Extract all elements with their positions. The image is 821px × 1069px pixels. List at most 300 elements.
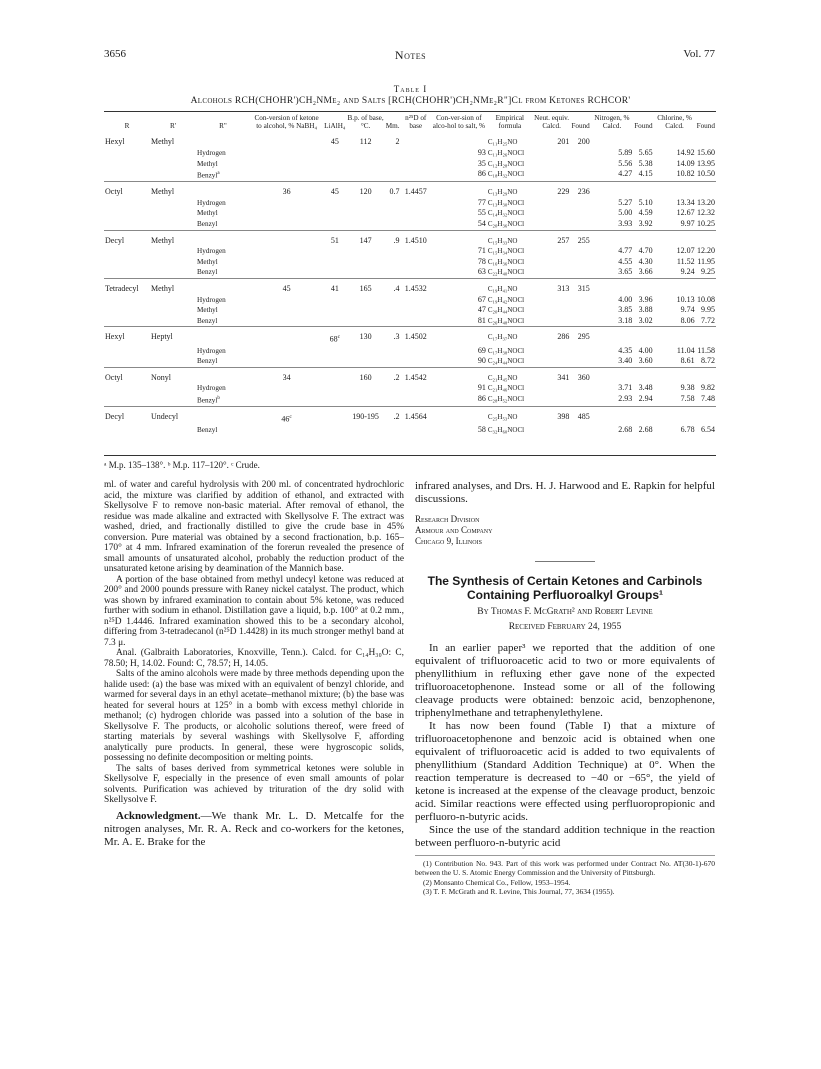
cell-neut-found bbox=[570, 394, 590, 406]
cell-lialh4 bbox=[323, 148, 346, 159]
cell-nd: 1.4564 bbox=[401, 406, 431, 425]
cell-rdoubleprime: Hydrogen bbox=[197, 384, 226, 393]
cell-bp bbox=[346, 219, 384, 230]
cell-lialh4 bbox=[323, 406, 346, 425]
cell-nabh4: 45 bbox=[250, 278, 323, 294]
cell-n-found bbox=[633, 327, 653, 346]
cell-rprime: Methyl bbox=[150, 278, 196, 294]
cell-r bbox=[104, 346, 150, 357]
cell-formula: C₂₀H₃₆NOCl bbox=[487, 219, 525, 228]
cell-lialh4 bbox=[323, 169, 346, 181]
cell-nabh4 bbox=[250, 132, 323, 148]
cell-n-calcd bbox=[591, 230, 633, 246]
cell-r bbox=[104, 425, 150, 436]
cell-r bbox=[104, 257, 150, 268]
cell-nabh4 bbox=[250, 383, 323, 394]
cell-neut-calcd bbox=[533, 356, 571, 367]
table-row bbox=[104, 406, 716, 425]
cell-neut-calcd bbox=[533, 257, 571, 268]
acknowledgment-title: Acknowledgment. bbox=[116, 809, 201, 822]
cell-n-calcd: 4.55 bbox=[618, 256, 633, 266]
cell-nabh4 bbox=[250, 425, 323, 436]
cell-neut-calcd: 313 bbox=[533, 278, 571, 294]
cell-cl-found: 9.95 bbox=[701, 305, 715, 315]
cell-neut-found bbox=[570, 425, 590, 436]
cell-n-calcd: 5.27 bbox=[618, 197, 633, 207]
cell-formula: C₁₃H₃₀NOCl bbox=[487, 198, 525, 207]
cell-neut-calcd bbox=[533, 316, 571, 327]
cell-formula: C₁₇H₃₈NOCl bbox=[487, 346, 525, 355]
cell-nd: 1.4510 bbox=[401, 230, 431, 246]
right-column bbox=[415, 480, 715, 897]
cell-r bbox=[104, 295, 150, 306]
article-body bbox=[415, 642, 715, 850]
cell-bp bbox=[346, 316, 384, 327]
footnote-marker: c bbox=[337, 334, 341, 341]
cell-lialh4 bbox=[323, 246, 346, 257]
cell-bp bbox=[346, 257, 384, 268]
cell-rprime: Methyl bbox=[151, 137, 175, 147]
cell-bp bbox=[346, 169, 384, 181]
cell-r bbox=[104, 246, 150, 257]
cell-cl-found: 10.08 bbox=[697, 294, 715, 304]
cell-mm bbox=[385, 198, 401, 209]
footnote-marker: a bbox=[217, 171, 220, 177]
cell-nd bbox=[401, 148, 431, 159]
table-row bbox=[104, 208, 716, 219]
cell-n-calcd: 4.35 bbox=[618, 345, 633, 355]
cell-n-found: 3.60 bbox=[638, 356, 653, 366]
cell-n-calcd bbox=[591, 182, 633, 198]
cell-rprime: Heptyl bbox=[150, 327, 196, 346]
cell-n-calcd: 3.18 bbox=[618, 315, 633, 325]
cell-r: Tetradecyl bbox=[104, 278, 150, 294]
cell-neut-found bbox=[570, 356, 590, 367]
column-header: R" bbox=[219, 122, 227, 131]
cell-n-found: 4.70 bbox=[638, 246, 653, 256]
cell-lialh4 bbox=[323, 383, 346, 394]
cell-r: Hexyl bbox=[104, 327, 150, 346]
cell-nd bbox=[401, 346, 431, 357]
cell-bp bbox=[346, 425, 384, 436]
cell-rdoubleprime bbox=[196, 132, 250, 148]
cell-formula: C₁₂H₂₈NOCl bbox=[487, 159, 525, 168]
table-body bbox=[104, 132, 716, 435]
cell-conversion bbox=[431, 327, 487, 346]
cell-cl-found: 11.58 bbox=[697, 345, 715, 355]
article-authors: By Thomas F. McGrath² and Robert Levine bbox=[477, 607, 653, 617]
cell-r bbox=[104, 198, 150, 209]
cell-rdoubleprime: Benzyl$^a$ bbox=[197, 171, 220, 180]
cell-cl-found: 10.50 bbox=[697, 169, 715, 179]
page-number: 3656 bbox=[104, 48, 126, 60]
cell-nabh4: 36 bbox=[250, 182, 323, 198]
cell-r: Octyl bbox=[104, 367, 150, 383]
cell-r bbox=[104, 159, 150, 170]
cell-rdoubleprime: Hydrogen bbox=[197, 247, 226, 256]
cell-n-found: 3.66 bbox=[638, 267, 653, 277]
table-caption: Alcohols RCH(CHOHR')CH₂NMe₂ and Salts [RCH(CHOHR')CH₂NMe₂R"]Cl from Ketones RCHCOR' bbox=[190, 96, 631, 106]
article-divider bbox=[535, 561, 595, 562]
column-header: Found bbox=[634, 122, 653, 131]
cell-formula: C₁₄H₃₂NOCl bbox=[487, 209, 525, 218]
cell-neut-found bbox=[570, 159, 590, 170]
cell-neut-calcd bbox=[533, 246, 571, 257]
cell-neut-found: 236 bbox=[570, 182, 590, 198]
cell-bp bbox=[346, 148, 384, 159]
cell-rprime bbox=[150, 148, 196, 159]
cell-rdoubleprime: Hydrogen bbox=[197, 295, 226, 304]
cell-cl-found: 9.25 bbox=[701, 267, 715, 277]
cell-neut-calcd bbox=[533, 208, 571, 219]
cell-mm bbox=[385, 425, 401, 436]
paragraph: It has now been found (Table I) that a mixture of trifluoroacetophenone and benzoic acid is obtained when one equivalent of trifluoroacetic acid is added to two equivalents of phenyllithium (Standard Addition Technique) at 0°. When the reaction temperature is decreased to −40 or −65°, the yield of ketone is increased at the expense of the cleavage product, benzoic acid. Similar reactions were effected using perfluoropropionic and perfluoro-n-butyric acids. bbox=[415, 720, 715, 823]
cell-n-found: 4.30 bbox=[638, 256, 653, 266]
cell-n-calcd: 3.40 bbox=[618, 356, 633, 366]
cell-bp: 190-195 bbox=[346, 406, 384, 425]
cell-nabh4 bbox=[250, 208, 323, 219]
cell-cl-calcd: 9.38 bbox=[680, 383, 695, 393]
column-header: R' bbox=[169, 122, 177, 131]
cell-cl-calcd: 12.67 bbox=[676, 208, 695, 218]
cell-nabh4 bbox=[250, 316, 323, 327]
article-received-date: Received February 24, 1955 bbox=[508, 621, 622, 632]
cell-formula: C₁₅H₃₄NOCl bbox=[487, 247, 525, 256]
cell-nd bbox=[401, 132, 431, 148]
cell-cl-calcd bbox=[654, 327, 696, 346]
cell-r bbox=[104, 305, 150, 316]
cell-bp: 147 bbox=[346, 230, 384, 246]
paragraph: Salts of the amino alcohols were made by three methods depending upon the halide used: (a) the base was mixed with an equivalent of benzyl chloride, and warmed for several days in an ethyl acetate–methanol mixture; (b) the base was heated for several hours at 125° in a bomb with excess methyl chloride in methanol; (c) hydrogen chloride was passed into a solution of the base in Skellysolve F. The products, or alcoholic solutions thereof, were freed of starting materials by several washings with Skellysolve F, affording analytically pure products. In general, these were hygroscopic solids, possessing no definite decomposition or melting points. bbox=[104, 669, 404, 763]
footnote: (3) T. F. McGrath and R. Levine, This Journal, 77, 3634 (1955). bbox=[423, 887, 615, 897]
cell-lialh4: 68$^c$ bbox=[323, 327, 346, 346]
cell-n-calcd: 5.56 bbox=[618, 158, 633, 168]
cell-rdoubleprime bbox=[196, 367, 250, 383]
cell-conversion: 67 bbox=[477, 294, 486, 304]
footnote: (1) Contribution No. 943. Part of this work was performed under Contract No. AT(30-1)-670 between the U. S. Atomic Energy Commission and the University of Pittsburgh. bbox=[415, 859, 715, 878]
cell-neut-calcd: 286 bbox=[533, 327, 571, 346]
cell-conversion: 86 bbox=[477, 169, 486, 179]
cell-neut-found bbox=[570, 169, 590, 181]
column-header: Neut. equiv. Calcd. bbox=[534, 114, 570, 131]
affiliation bbox=[415, 514, 715, 547]
cell-mm bbox=[385, 208, 401, 219]
cell-cl-calcd: 11.04 bbox=[676, 345, 695, 355]
cell-mm bbox=[385, 219, 401, 230]
cell-neut-found bbox=[570, 295, 590, 306]
cell-lialh4: 45 bbox=[323, 182, 346, 198]
affiliation-line: Research Division bbox=[415, 514, 480, 524]
cell-rprime: Methyl bbox=[150, 182, 196, 198]
cell-cl-found: 12.32 bbox=[697, 208, 715, 218]
cell-formula: C₂₀H₄₄NOCl bbox=[487, 306, 525, 315]
cell-lialh4 bbox=[323, 159, 346, 170]
cell-r bbox=[104, 267, 150, 278]
cell-cl-found: 13.20 bbox=[697, 197, 715, 207]
cell-lialh4 bbox=[323, 425, 346, 436]
cell-nabh4 bbox=[250, 394, 323, 406]
cell-lialh4 bbox=[323, 219, 346, 230]
cell-bp: 112 bbox=[359, 137, 372, 147]
cell-nd bbox=[401, 394, 431, 406]
paragraph: ml. of water and careful hydrolysis with 200 ml. of concentrated hydrochloric acid, the mixture was clarified by addition of ethanol, and extracted with Skellysolve F to remove non-basic material. After removal of ethanol, the residue was made alkaline and extracted with Skellysolve F. The extract was washed, dried, and fractionally distilled to give the crude base in 45% conversion. Pure material was obtained by a second fractionation, b.p. 165–170° at 4 mm. Infrared examination of the forerun revealed the presence of small amounts of unsaturated alcohol, probably the reduction product of the unsaturated ketone arising by deamination of the Mannich base. bbox=[104, 480, 404, 574]
cell-cl-calcd: 9.24 bbox=[680, 267, 695, 277]
cell-neut-calcd bbox=[533, 346, 571, 357]
cell-cl-found bbox=[696, 182, 716, 198]
cell-n-found bbox=[633, 367, 653, 383]
cell-nabh4 bbox=[250, 198, 323, 209]
cell-nd bbox=[401, 169, 431, 181]
column-header: Nitrogen, % Calcd. bbox=[594, 114, 630, 131]
cell-bp bbox=[346, 356, 384, 367]
cell-nabh4 bbox=[250, 267, 323, 278]
cell-cl-found bbox=[696, 230, 716, 246]
cell-rdoubleprime: Methyl bbox=[197, 159, 218, 168]
cell-conversion bbox=[431, 278, 487, 294]
cell-conversion: 91 bbox=[477, 383, 486, 393]
cell-rdoubleprime: Benzyl bbox=[197, 426, 218, 435]
table-row bbox=[104, 305, 716, 316]
column-header: Con-version of ketone to alcohol, % NaBH₄ bbox=[254, 114, 319, 131]
cell-nabh4 bbox=[250, 159, 323, 170]
cell-rdoubleprime: Hydrogen bbox=[197, 346, 226, 355]
cell-rprime: Nonyl bbox=[150, 367, 196, 383]
cell-cl-found bbox=[696, 406, 716, 425]
cell-conversion: 69 bbox=[477, 345, 486, 355]
cell-conversion: 86 bbox=[477, 393, 486, 403]
cell-bp: 160 bbox=[346, 367, 384, 383]
cell-r: Decyl bbox=[104, 230, 150, 246]
cell-mm bbox=[385, 267, 401, 278]
cell-nd bbox=[401, 356, 431, 367]
cell-n-found bbox=[633, 406, 653, 425]
cell-nabh4 bbox=[250, 257, 323, 268]
cell-rdoubleprime: Benzyl$^b$ bbox=[197, 395, 220, 405]
cell-cl-found: 13.95 bbox=[697, 158, 715, 168]
cell-conversion bbox=[431, 406, 487, 425]
cell-conversion: 93 bbox=[477, 148, 486, 157]
cell-bp bbox=[346, 246, 384, 257]
cell-cl-calcd: 13.34 bbox=[676, 197, 695, 207]
cell-mm bbox=[385, 346, 401, 357]
table-footnotes: ᵃ M.p. 135–138°. ᵇ M.p. 117–120°. ᶜ Crude. bbox=[104, 460, 260, 470]
cell-conversion: 77 bbox=[477, 197, 486, 207]
cell-cl-calcd bbox=[654, 278, 696, 294]
cell-conversion: 58 bbox=[477, 425, 486, 435]
cell-formula: C₂₁H₄₆NOCl bbox=[487, 384, 525, 393]
cell-neut-calcd bbox=[533, 148, 571, 159]
cell-nabh4: 46$^c$ bbox=[250, 406, 323, 425]
cell-conversion: 55 bbox=[477, 208, 486, 218]
cell-cl-calcd: 10.13 bbox=[676, 294, 695, 304]
cell-nabh4 bbox=[250, 346, 323, 357]
cell-neut-found bbox=[570, 198, 590, 209]
cell-lialh4 bbox=[323, 208, 346, 219]
cell-rdoubleprime: Methyl bbox=[197, 306, 218, 315]
table-top-rule bbox=[104, 111, 716, 112]
table-row bbox=[104, 394, 716, 406]
column-header: Mm. bbox=[385, 122, 400, 131]
cell-nd: 1.4532 bbox=[401, 278, 431, 294]
paragraph: Since the use of the standard addition technique in the reaction between perfluoro-n-butyric acid bbox=[415, 824, 715, 849]
cell-nabh4 bbox=[250, 295, 323, 306]
cell-bp bbox=[346, 267, 384, 278]
cell-formula: C₁₁H₂₆NOCl bbox=[487, 149, 525, 157]
cell-rprime bbox=[150, 246, 196, 257]
affiliation-line: Chicago 9, Illinois bbox=[415, 536, 482, 546]
paragraph: In an earlier paper³ we reported that the addition of one equivalent of trifluoroacetic acid to two or more equivalents of phenyllithium in refluxing ether gave none of the expected trifluoroacetophenone. Instead some or all of the following cleavage products were obtained: benzoic acid, benzophenone, triphenylmethane and tetraphenylethylene. bbox=[415, 642, 715, 719]
column-header: Found bbox=[571, 122, 590, 131]
cell-cl-found bbox=[696, 132, 716, 148]
cell-nabh4 bbox=[250, 169, 323, 181]
footnote: (2) Monsanto Chemical Co., Fellow, 1953–1954. bbox=[423, 877, 571, 887]
cell-formula: C₁₇H₃₇NO bbox=[487, 327, 533, 346]
cell-rprime bbox=[150, 305, 196, 316]
cell-neut-calcd bbox=[533, 198, 571, 209]
cell-lialh4 bbox=[323, 198, 346, 209]
volume-label: Vol. 77 bbox=[683, 48, 715, 60]
table-row bbox=[104, 278, 716, 294]
cell-mm bbox=[385, 305, 401, 316]
cell-rdoubleprime: Benzyl bbox=[197, 316, 218, 325]
cell-nd: 1.4457 bbox=[401, 182, 431, 198]
cell-mm bbox=[385, 169, 401, 181]
cell-rdoubleprime: Hydrogen bbox=[197, 149, 226, 157]
cell-n-found: 3.48 bbox=[638, 383, 653, 393]
cell-mm: .9 bbox=[385, 230, 401, 246]
cell-neut-calcd: 398 bbox=[533, 406, 571, 425]
cell-n-calcd bbox=[591, 278, 633, 294]
column-header: LiAlH₄ bbox=[324, 122, 346, 131]
cell-formula: C₁₅H₃₃NO bbox=[487, 230, 533, 246]
cell-n-found: 3.96 bbox=[638, 294, 653, 304]
cell-cl-found bbox=[696, 367, 716, 383]
cell-cl-calcd: 14.92 bbox=[676, 148, 695, 157]
cell-mm: .2 bbox=[385, 367, 401, 383]
cell-n-calcd bbox=[591, 327, 633, 346]
article-footnotes bbox=[415, 855, 715, 897]
cell-mm: 0.7 bbox=[385, 182, 401, 198]
cell-nd bbox=[401, 159, 431, 170]
cell-rprime bbox=[150, 208, 196, 219]
cell-neut-found bbox=[570, 305, 590, 316]
cell-mm bbox=[385, 159, 401, 170]
table-bottom-rule bbox=[104, 455, 716, 456]
cell-cl-found: 11.95 bbox=[697, 256, 715, 266]
cell-n-found: 5.10 bbox=[638, 197, 653, 207]
cell-r bbox=[104, 208, 150, 219]
cell-cl-calcd: 7.58 bbox=[680, 393, 695, 403]
cell-nd bbox=[401, 257, 431, 268]
table-row bbox=[104, 295, 716, 306]
cell-n-found: 3.92 bbox=[638, 218, 653, 228]
table-row bbox=[104, 346, 716, 357]
table-label: Table I bbox=[393, 84, 428, 94]
cell-bp: 165 bbox=[346, 278, 384, 294]
cell-rprime bbox=[150, 267, 196, 278]
cell-n-found: 5.65 bbox=[638, 148, 653, 157]
cell-r: Hexyl bbox=[105, 137, 125, 147]
cell-cl-found: 9.82 bbox=[701, 383, 715, 393]
cell-cl-calcd bbox=[654, 406, 696, 425]
cell-cl-found: 7.72 bbox=[701, 315, 715, 325]
cell-n-found bbox=[633, 230, 653, 246]
cell-formula: C₂₄H₄₄NOCl bbox=[487, 357, 525, 366]
cell-neut-calcd bbox=[533, 267, 571, 278]
article-title: The Synthesis of Certain Ketones and Carbinols Containing Perfluoroalkyl Groups¹ bbox=[427, 574, 703, 602]
cell-nd: 1.4502 bbox=[401, 327, 431, 346]
table-header-row bbox=[104, 114, 716, 132]
cell-neut-found: 485 bbox=[570, 406, 590, 425]
cell-formula: C₂₂H₄₀NOCl bbox=[487, 268, 525, 277]
column-header: Empirical formula bbox=[495, 114, 525, 131]
cell-formula: C₂₅H₅₃NO bbox=[487, 406, 533, 425]
cell-neut-found bbox=[570, 246, 590, 257]
cell-n-calcd bbox=[591, 406, 633, 425]
cell-conversion: 63 bbox=[477, 267, 486, 277]
column-header: Found bbox=[696, 122, 715, 131]
cell-mm bbox=[385, 394, 401, 406]
cell-bp bbox=[346, 305, 384, 316]
cell-rdoubleprime bbox=[196, 230, 250, 246]
cell-r: Octyl bbox=[104, 182, 150, 198]
cell-cl-found: 7.48 bbox=[701, 393, 715, 403]
cell-formula: C₁₆H₃₆NOCl bbox=[487, 257, 525, 266]
cell-rdoubleprime bbox=[196, 327, 250, 346]
paragraph: Anal. (Galbraith Laboratories, Knoxville, Tenn.). Calcd. for C₁₄H₃₀O: C, 78.50; H, 14.02. Found: C, 78.57; H, 14.05. bbox=[104, 648, 404, 669]
cell-rprime bbox=[150, 198, 196, 209]
cell-nabh4: 34 bbox=[250, 367, 323, 383]
cell-conversion: 47 bbox=[477, 305, 486, 315]
table-row bbox=[104, 316, 716, 327]
cell-cl-calcd bbox=[654, 367, 696, 383]
table-row bbox=[104, 132, 716, 148]
cell-rdoubleprime: Hydrogen bbox=[197, 198, 226, 207]
cell-nd: 1.4542 bbox=[401, 367, 431, 383]
cell-rprime bbox=[150, 425, 196, 436]
paragraph: A portion of the base obtained from methyl undecyl ketone was reduced at 200° and 2000 pounds pressure with Raney nickel catalyst. The product, which was shown by infrared examination to contain about 5% ketone, was reduced further with sodium in ethanol. Distillation gave a liquid, b.p. 100° at 0.2 mm., n²⁵D 1.4446. Infrared examination showed this to be a secondary alcohol, differing from 3-tetradecanol (n²⁵D 1.4428) in its much stronger methyl band at 7.3 μ. bbox=[104, 574, 404, 648]
cell-formula: C₂₈H₅₂NOCl bbox=[487, 394, 525, 403]
cell-conversion: 71 bbox=[477, 246, 486, 256]
cell-n-found: 3.02 bbox=[638, 315, 653, 325]
cell-mm bbox=[385, 148, 401, 159]
cell-n-calcd: 5.89 bbox=[618, 148, 633, 157]
cell-mm bbox=[385, 257, 401, 268]
cell-nd bbox=[401, 316, 431, 327]
cell-cl-calcd bbox=[654, 132, 696, 148]
cell-formula: C₁₉H₄₁NO bbox=[487, 278, 533, 294]
cell-rdoubleprime bbox=[196, 278, 250, 294]
cell-cl-calcd: 8.06 bbox=[680, 315, 695, 325]
cell-n-found bbox=[633, 132, 653, 148]
cell-n-calcd: 3.71 bbox=[618, 383, 633, 393]
cell-neut-found: 200 bbox=[577, 137, 590, 147]
cell-n-calcd: 4.27 bbox=[618, 169, 633, 179]
cell-neut-found: 255 bbox=[570, 230, 590, 246]
cell-nabh4 bbox=[250, 148, 323, 159]
cell-neut-calcd: 201 bbox=[557, 137, 570, 147]
cell-mm bbox=[385, 246, 401, 257]
cell-bp bbox=[346, 346, 384, 357]
cell-formula: C₁₃H₂₉NO bbox=[487, 182, 533, 198]
cell-rprime bbox=[150, 159, 196, 170]
cell-lialh4: 45 bbox=[330, 137, 339, 147]
cell-r bbox=[104, 148, 150, 159]
cell-nd bbox=[401, 305, 431, 316]
acknowledgment bbox=[104, 810, 404, 849]
cell-r bbox=[104, 169, 150, 181]
cell-n-calcd: 5.00 bbox=[618, 208, 633, 218]
